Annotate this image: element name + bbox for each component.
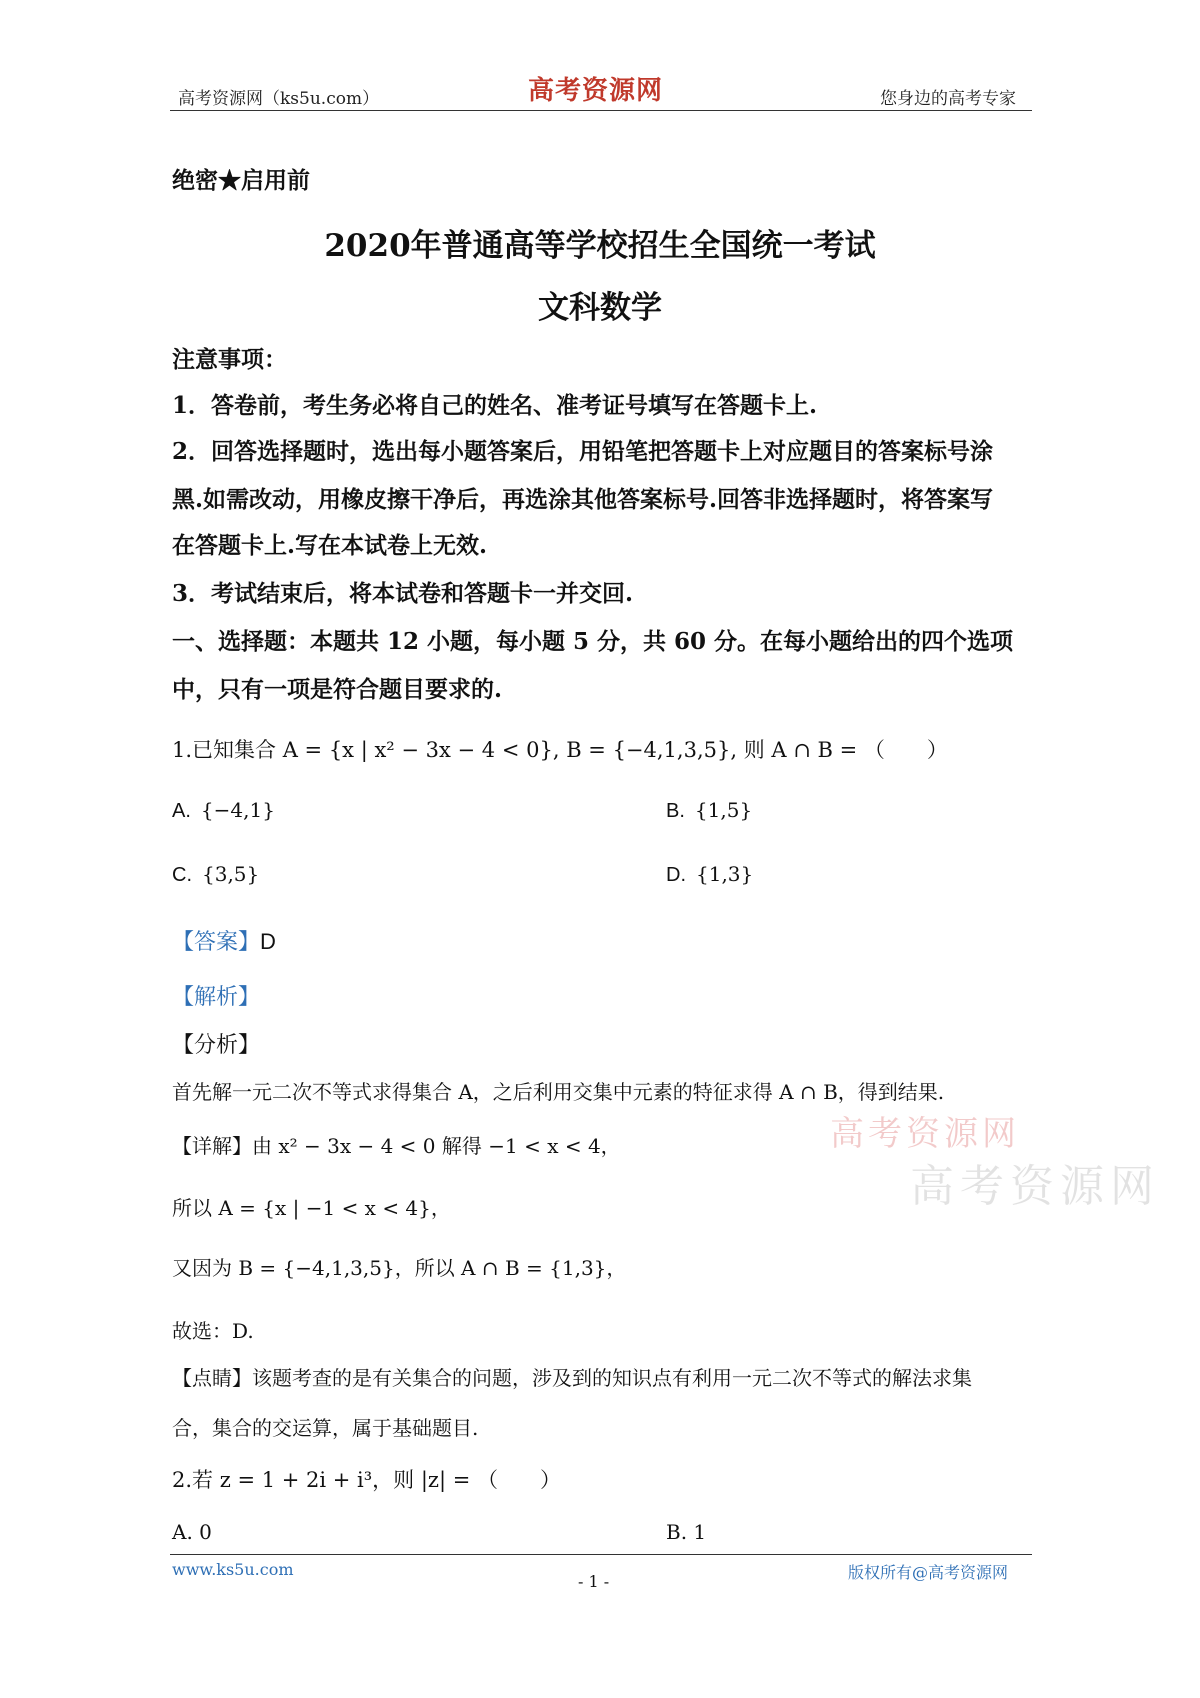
header-right-text: 您身边的高考专家 xyxy=(880,89,1016,109)
q1-option-d-label: D. xyxy=(666,864,686,886)
q1-option-b xyxy=(666,798,752,823)
q1-option-a-label: A. xyxy=(172,800,191,822)
q1-option-a xyxy=(172,798,275,823)
solution-line-4: 故选：D. xyxy=(172,1319,254,1343)
exam-title: 2020年普通高等学校招生全国统一考试 xyxy=(324,228,876,264)
detail-line xyxy=(172,1130,621,1159)
q1-answer xyxy=(172,925,276,956)
footer-link[interactable]: www.ks5u.com xyxy=(172,1560,294,1579)
notes-heading: 注意事项： xyxy=(172,346,287,373)
q2-stem: 2.若 z = 1 + 2i + i³，则 |z| = （ ） xyxy=(172,1468,562,1492)
page-number: - 1 - xyxy=(578,1572,610,1591)
q2-option-b: B. 1 xyxy=(666,1520,707,1544)
q1-option-b-value: {1,5} xyxy=(694,798,753,822)
note-2-line-3: 在答题卡上.写在本试卷上无效. xyxy=(172,532,488,559)
solution-line-2: 所以 A = {x | −1 < x < 4}， xyxy=(172,1196,451,1220)
watermark-top: 高考资源网 xyxy=(830,1114,1020,1154)
secret-label: 绝密★启用前 xyxy=(172,167,310,194)
q1-option-c-value: {3,5} xyxy=(202,862,260,886)
header-left-text: 高考资源网（ks5u.com） xyxy=(178,89,380,109)
q1-option-c-label: C. xyxy=(172,864,192,886)
footer-rule xyxy=(170,1554,1032,1555)
note-2-line-2: 黑.如需改动，用橡皮擦干净后，再选涂其他答案标号.回答非选择题时，将答案写 xyxy=(172,486,994,513)
watermark-bottom: 高考资源网 xyxy=(910,1161,1160,1212)
fenxi-text: 首先解一元二次不等式求得集合 A，之后利用交集中元素的特征求得 A ∩ B，得到结果. xyxy=(172,1080,945,1104)
q2-option-a: A. 0 xyxy=(172,1520,212,1544)
detail-tag: 【详解】 xyxy=(172,1134,252,1158)
header-rule xyxy=(170,110,1032,111)
answer-tag: 【答案】 xyxy=(172,930,261,955)
note-2-line-1: 2．回答选择题时，选出每小题答案后，用铅笔把答题卡上对应题目的答案标号涂 xyxy=(172,438,994,465)
comment-tag: 【点睛】 xyxy=(172,1366,252,1390)
section-heading-line-2: 中，只有一项是符合题目要求的. xyxy=(172,676,503,703)
q1-option-c xyxy=(172,862,259,887)
comment-line-2: 合，集合的交运算，属于基础题目. xyxy=(172,1416,479,1440)
q1-option-d xyxy=(666,862,753,887)
note-1: 1．答卷前，考生务必将自己的姓名、准考证号填写在答题卡上. xyxy=(172,392,818,419)
section-heading-line-1: 一、选择题：本题共 12 小题，每小题 5 分，共 60 分。在每小题给出的四个选项 xyxy=(172,628,1014,655)
footer-copyright: 版权所有@高考资源网 xyxy=(848,1563,1009,1582)
fenxi-tag: 【分析】 xyxy=(172,1033,261,1058)
answer-value: D xyxy=(260,929,276,954)
solution-line-3: 又因为 B = {−4,1,3,5}，所以 A ∩ B = {1,3}， xyxy=(172,1256,627,1280)
q1-option-a-value: {−4,1} xyxy=(200,798,275,822)
comment-text-1: 该题考查的是有关集合的问题，涉及到的知识点有利用一元二次不等式的解法求集 xyxy=(252,1366,972,1390)
q1-option-b-label: B. xyxy=(666,800,685,822)
comment-line-1 xyxy=(172,1362,972,1391)
header-logo: 高考资源网 xyxy=(528,76,664,106)
exam-subtitle: 文科数学 xyxy=(538,290,662,326)
detail-text: 由 x² − 3x − 4 < 0 解得 −1 < x < 4， xyxy=(252,1134,621,1158)
q1-stem: 1.已知集合 A = {x | x² − 3x − 4 < 0}, B = {−4,1,3,5}, 则 A ∩ B = （ ） xyxy=(172,738,948,762)
q1-option-d-value: {1,3} xyxy=(696,862,754,886)
note-3: 3．考试结束后，将本试卷和答题卡一并交回. xyxy=(172,580,634,607)
analysis-tag: 【解析】 xyxy=(172,985,261,1010)
